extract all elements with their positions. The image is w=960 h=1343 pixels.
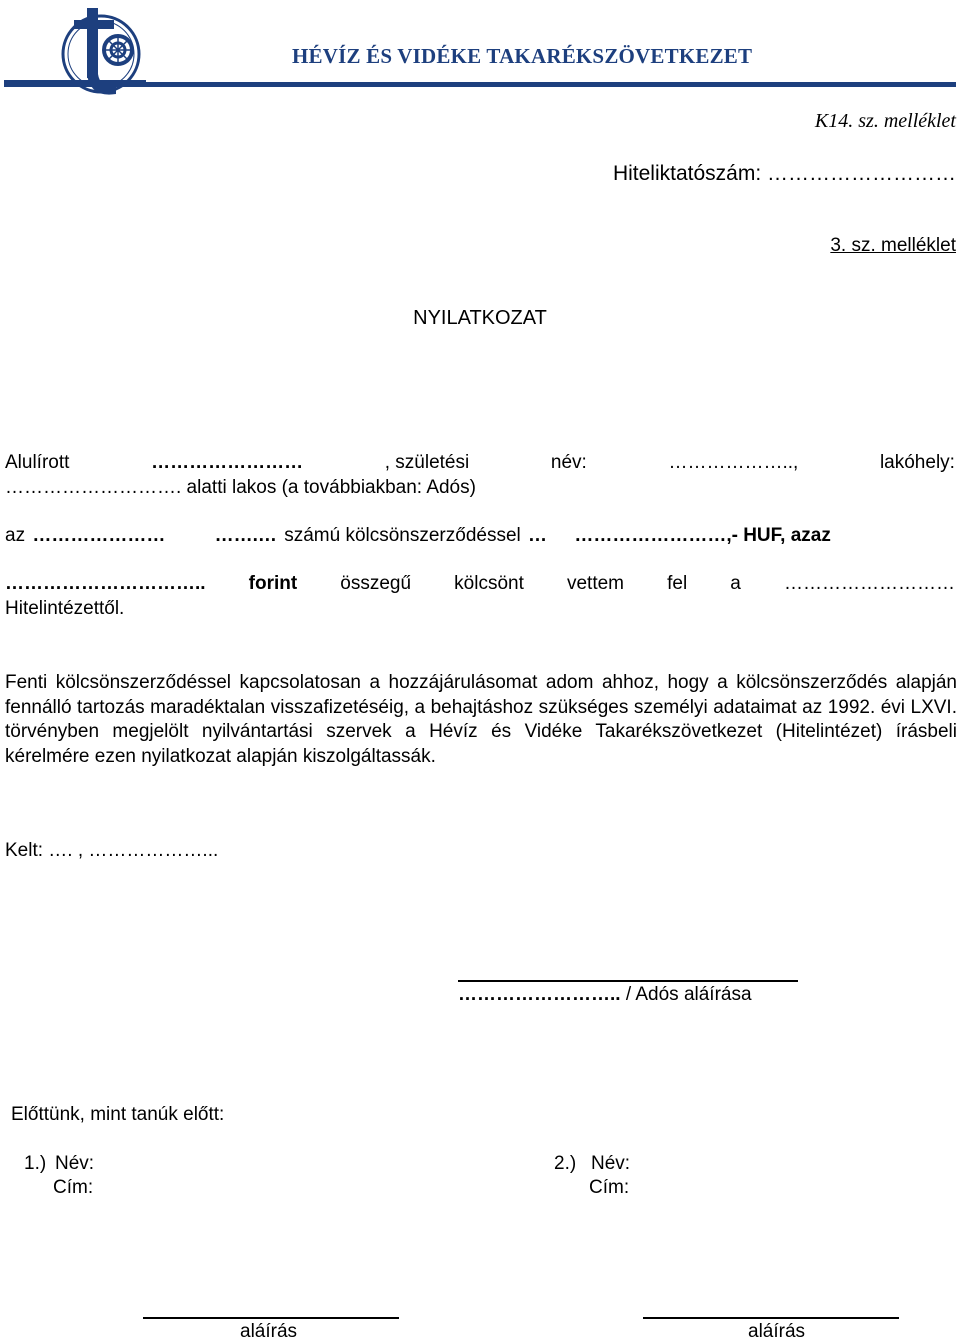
witness1-number: 1.) xyxy=(24,1153,47,1174)
page-title: NYILATKOZAT xyxy=(413,307,547,329)
debtor-signature-dots: …………………….. xyxy=(458,984,626,1005)
header-rule-gap xyxy=(146,80,956,82)
loan-reg-label: Hiteliktatószám: xyxy=(612,162,762,185)
text-lakohely: lakóhely: xyxy=(879,452,955,473)
text-fel: fel xyxy=(667,573,688,594)
witness2-name-label: Név: xyxy=(591,1153,631,1174)
name-blank: …………………… xyxy=(151,452,304,473)
text-alulirott: Alulírott xyxy=(5,452,70,473)
consent-paragraph: Fenti kölcsönszerződéssel kapcsolatosan a hozzájárulásomat adom ahhoz, hogy a kölcsönszerződés alapján fennálló tartozás maradéktalan visszafizetéséig, a behajtáshoz szükséges személyi adataimat az 1992. évi LXVI. törvényben megjelölt nyilvántartási szervek a Hévíz és Vidéke Takarékszövetkezet (Hitelintézet) írásbeli kérelmére ezen nyilatkozat alapján kiszolgáltassák. xyxy=(5,672,957,767)
text-nev: név: xyxy=(550,452,587,473)
text-a: a xyxy=(730,573,741,594)
contract-blank-1: ………………… xyxy=(32,525,166,546)
debtor-signature-caption xyxy=(458,984,752,1006)
contract-blank-3: … xyxy=(528,525,548,546)
witness2-signature-label: aláírás xyxy=(748,1321,806,1342)
text-forint: forint xyxy=(248,573,298,594)
text-kolcsont: kölcsönt xyxy=(454,573,524,594)
contract-blank-2: …….… xyxy=(214,525,277,546)
para1-line3 xyxy=(5,525,831,547)
date-place-line: Kelt: …. , ………………... xyxy=(5,840,219,861)
amount-words-blank: ………………………….. xyxy=(5,573,206,594)
annex-3: 3. sz. melléklet xyxy=(830,235,956,256)
witness2-number: 2.) xyxy=(554,1153,577,1174)
witness2-address-label: Cím: xyxy=(589,1177,630,1198)
debtor-signature-line xyxy=(458,980,798,982)
debtor-signature-label: / Adós aláírása xyxy=(625,984,752,1005)
loan-reg-dots: ……………………… xyxy=(767,162,956,185)
loan-reg-number xyxy=(613,162,956,186)
para1-line5: Hitelintézettől. xyxy=(5,598,125,619)
institution-blank: ……………………… xyxy=(783,573,955,594)
witness1-address-label: Cím: xyxy=(53,1177,94,1198)
text-szamu: számú kölcsönszerződéssel xyxy=(284,525,521,546)
witness1-name-label: Név: xyxy=(55,1153,95,1174)
annex-k14: K14. sz. melléklet xyxy=(814,110,956,132)
text-az: az xyxy=(5,525,26,546)
amount-blank: ……………………,- HUF, azaz xyxy=(574,525,831,546)
text-osszegu: összegű xyxy=(340,573,412,594)
text-szuletesi: , születési xyxy=(384,452,470,473)
para1-line4 xyxy=(5,573,955,595)
witness1-signature-line xyxy=(143,1317,399,1319)
witness2-signature-line xyxy=(643,1317,899,1319)
witnesses-intro: Előttünk, mint tanúk előtt: xyxy=(11,1104,225,1125)
bank-logo xyxy=(60,2,142,110)
bank-name: HÉVÍZ ÉS VIDÉKE TAKARÉKSZÖVETKEZET xyxy=(292,44,753,68)
witness1-signature-label: aláírás xyxy=(240,1321,298,1342)
birth-name-blank: ……………….., xyxy=(668,452,799,473)
text-vettem: vettem xyxy=(566,573,624,594)
para1-line1 xyxy=(5,452,955,474)
para1-line2: ………………………. alatti lakos (a továbbiakban: Adós) xyxy=(5,477,476,498)
